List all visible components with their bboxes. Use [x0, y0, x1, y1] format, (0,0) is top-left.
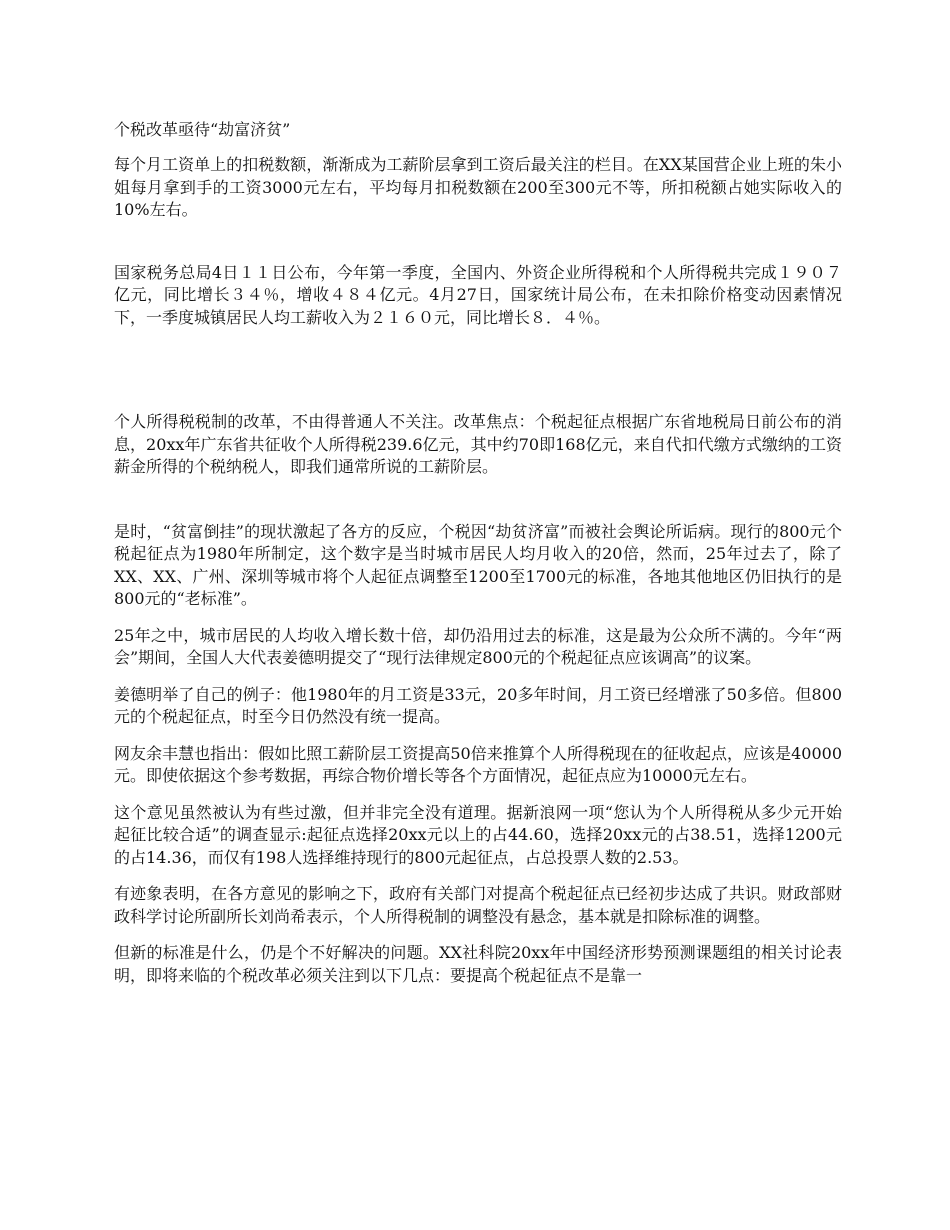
- spacer: [114, 343, 842, 411]
- paragraph-9: 有迹象表明，在各方意见的影响之下，政府有关部门对提高个税起征点已经初步达成了共识。财政部财政科学讨论所副所长刘尚希表示，个人所得税制的调整没有悬念，基本就是扣除标准的调整。: [114, 884, 842, 926]
- paragraph-4: 是时，“贫富倒挂”的现状激起了各方的反应，个税因“劫贫济富”而被社会舆论所诟病。现行的800元个税起征点为1980年所制定，这个数字是当时城市居民人均月收入的20倍，然而，25年过去了，除了XX、XX、广州、深圳等城市将个人起征点调整至1200至1700元的标准，各地其他地区仍旧执行的是800元的“老标准”。: [114, 521, 842, 608]
- paragraph-7: 网友余丰慧也指出：假如比照工薪阶层工资提高50倍来推算个人所得税现在的征收起点，应该是40000元。即使依据这个参考数据，再综合物价增长等各个方面情况，起征点应为10000元左右。: [114, 743, 842, 785]
- paragraph-2: 国家税务总局4日１１日公布，今年第一季度，全国内、外资企业所得税和个人所得税共完成１９０７亿元，同比增长３４％，增收４８４亿元。4月27日，国家统计局公布，在未扣除价格变动因素情况下，一季度城镇居民人均工薪收入为２１６０元，同比增长８．４％。: [114, 262, 842, 327]
- spacer: [114, 236, 842, 262]
- paragraph-8: 这个意见虽然被认为有些过激，但并非完全没有道理。据新浪网一项“您认为个人所得税从多少元开始起征比较合适”的调查显示:起征点选择20xx元以上的占44.60，选择20xx元的占38.51，选择1200元的占14.36，而仅有198人选择维持现行的800元起征点，占总投票人数的2.53。: [114, 802, 842, 867]
- document-page: [114, 118, 842, 1001]
- paragraph-5: 25年之中，城市居民的人均收入增长数十倍，却仍沿用过去的标准，这是最为公众所不满的。今年“两会”期间，全国人大代表姜德明提交了“现行法律规定800元的个税起征点应该调高”的议案。: [114, 625, 842, 667]
- document-title: 个税改革亟待“劫富济贫”: [114, 120, 291, 139]
- paragraph-6: 姜德明举了自己的例子：他1980年的月工资是33元，20多年时间，月工资已经增涨了50多倍。但800元的个税起征点，时至今日仍然没有统一提高。: [114, 684, 842, 726]
- paragraph-10: 但新的标准是什么，仍是个不好解决的问题。XX社科院20xx年中国经济形势预测课题组的相关讨论表明，即将来临的个税改革必须关注到以下几点：要提高个税起征点不是靠一: [114, 943, 842, 985]
- paragraph-3: 个人所得税税制的改革，不由得普通人不关注。改革焦点：个税起征点根据广东省地税局日前公布的消息，20xx年广东省共征收个人所得税239.6亿元，其中约70即168亿元，来自代扣代缴方式缴纳的工资薪金所得的个税纳税人，即我们通常所说的工薪阶层。: [114, 412, 842, 476]
- paragraph-1: 每个月工资单上的扣税数额，渐渐成为工薪阶层拿到工资后最关注的栏目。在XX某国营企业上班的朱小姐每月拿到手的工资3000元左右，平均每月扣税数额在200至300元不等，所扣税额占她实际收入的10%左右。: [114, 155, 842, 219]
- spacer: [114, 493, 842, 521]
